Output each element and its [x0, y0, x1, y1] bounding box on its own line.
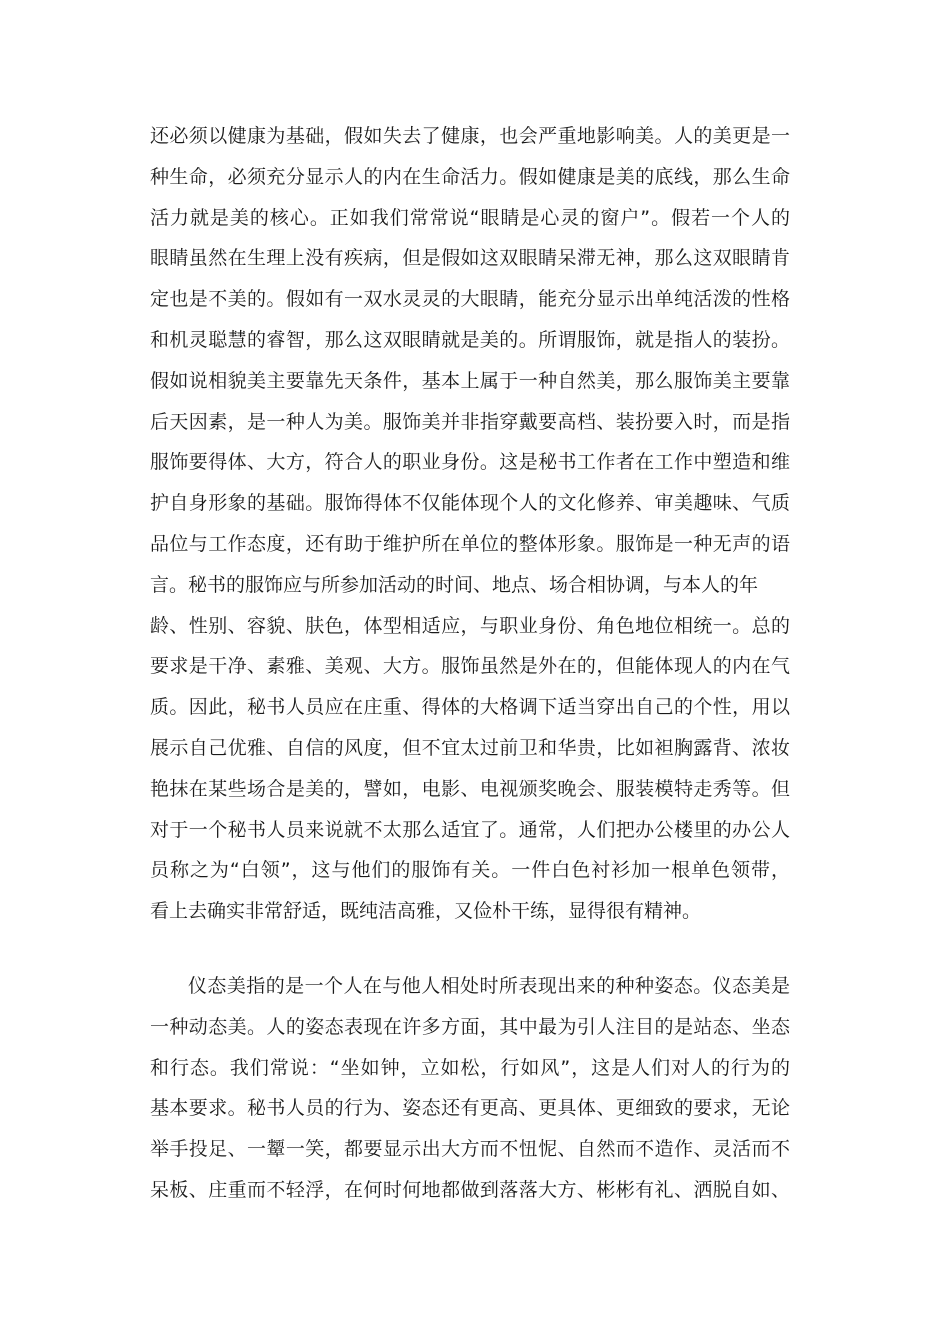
text-line: 后天因素，是一种人为美。服饰美并非指穿戴要高档、装扮要入时，而是指 [150, 410, 790, 433]
text-line: 言。秘书的服饰应与所参加活动的时间、地点、场合相协调，与本人的年 [150, 573, 759, 596]
text-line: 和机灵聪慧的睿智，那么这双眼睛就是美的。所谓服饰，就是指人的装扮。 [150, 328, 790, 351]
text-line: 举手投足、一颦一笑，都要显示出大方而不忸怩、自然而不造作、灵活而不 [150, 1138, 790, 1161]
text-line: 基本要求。秘书人员的行为、姿态还有更高、更具体、更细致的要求，无论 [150, 1097, 790, 1120]
text-line: 一种动态美。人的姿态表现在许多方面，其中最为引人注目的是站态、坐态 [150, 1015, 790, 1038]
text-line: 呆板、庄重而不轻浮，在何时何地都做到落落大方、彬彬有礼、洒脱自如、 [150, 1178, 790, 1201]
text-line: 对于一个秘书人员来说就不太那么适宜了。通常，人们把办公楼里的办公人 [150, 818, 790, 841]
text-line: 眼睛虽然在生理上没有疾病，但是假如这双眼睛呆滞无神，那么这双眼睛肯 [150, 247, 790, 270]
text-line: 质。因此，秘书人员应在庄重、得体的大格调下适当穿出自己的个性，用以 [150, 696, 790, 719]
paragraph-appearance-dress [150, 116, 790, 932]
text-line: 龄、性别、容貌、肤色，体型相适应，与职业身份、角色地位相统一。总的 [150, 614, 790, 637]
text-line: 展示自己优雅、自信的风度，但不宜太过前卫和华贵，比如袒胸露背、浓妆 [150, 736, 790, 759]
text-line: 还必须以健康为基础，假如失去了健康，也会严重地影响美。人的美更是一 [150, 125, 790, 147]
text-line: 服饰要得体、大方，符合人的职业身份。这是秘书工作者在工作中塑造和维 [150, 451, 790, 474]
text-line: 看上去确实非常舒适，既纯洁高雅，又俭朴干练，显得很有精神。 [150, 900, 702, 923]
text-line: 要求是干净、素雅、美观、大方。服饰虽然是外在的，但能体现人的内在气 [150, 655, 790, 678]
paragraph-deportment [150, 966, 790, 1211]
text-line: 活力就是美的核心。正如我们常常说“眼睛是心灵的窗户”。假若一个人的 [150, 206, 790, 229]
text-line: 仪态美指的是一个人在与他人相处时所表现出来的种种姿态。仪态美是 [188, 975, 790, 997]
text-line: 和行态。我们常说：“坐如钟，立如松，行如风”，这是人们对人的行为的 [150, 1056, 790, 1079]
text-line: 假如说相貌美主要靠先天条件，基本上属于一种自然美，那么服饰美主要靠 [150, 369, 790, 392]
text-line: 品位与工作态度，还有助于维护所在单位的整体形象。服饰是一种无声的语 [150, 532, 790, 555]
text-line: 员称之为“白领”，这与他们的服饰有关。一件白色衬衫加一根单色领带， [150, 859, 790, 882]
text-line: 护自身形象的基础。服饰得体不仅能体现个人的文化修养、审美趣味、气质 [150, 492, 790, 515]
text-line: 定也是不美的。假如有一双水灵灵的大眼睛，能充分显示出单纯活泼的性格 [150, 288, 790, 311]
text-line: 艳抹在某些场合是美的，譬如，电影、电视颁奖晚会、服装模特走秀等。但 [150, 777, 790, 800]
text-line: 种生命，必须充分显示人的内在生命活力。假如健康是美的底线，那么生命 [150, 165, 790, 188]
